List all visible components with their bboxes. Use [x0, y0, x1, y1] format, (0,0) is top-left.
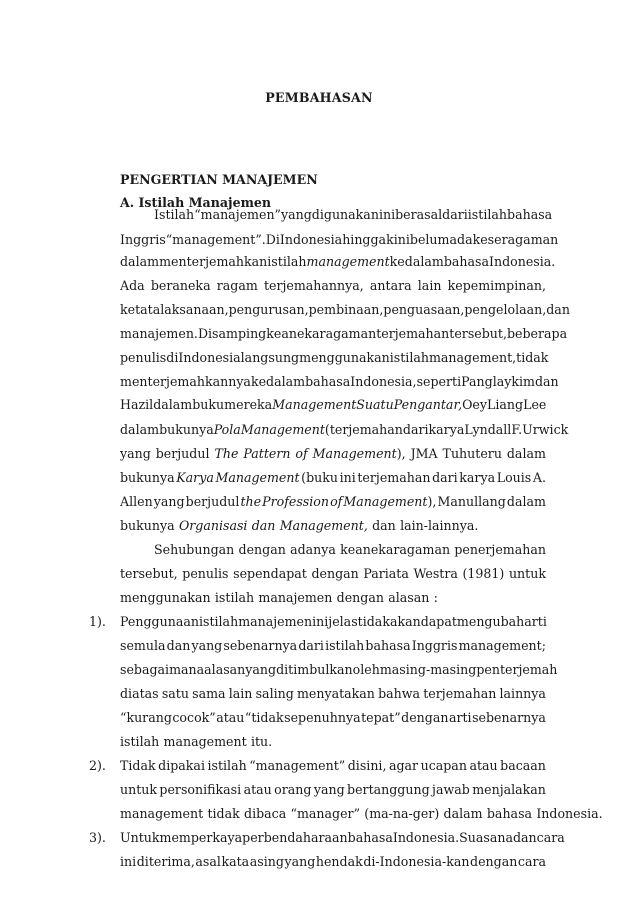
text-line: istilah management itu. — [120, 734, 273, 749]
text-line: bukunya Organisasi dan Management, dan lain-lainnya. — [120, 518, 479, 533]
text-line: Untuk memperkaya perbendaharaan bahasa Indonesia. Suasana dan cara — [120, 830, 565, 845]
text-line: untuk personifikasi atau orang yang bertanggung jawab menjalakan — [120, 782, 546, 797]
text-line: Allen yang berjudul the Profession of Management), Manullang dalam — [120, 494, 546, 509]
page-title: PEMBAHASAN — [265, 90, 373, 105]
text-line: menterjemahkannya kedalam bahasa Indonesia, seperti Panglaykim dan — [120, 374, 559, 389]
section-heading: PENGERTIAN MANAJEMEN — [120, 172, 318, 187]
text-line: Tidak dipakai istilah “management” disini, agar ucapan atau bacaan — [120, 758, 546, 773]
text-line: sebagaimana alas an yang ditimbulkan oleh masing-masing penterjemah — [120, 662, 558, 677]
text-line: yang berjudul The Pattern of Management), JMA Tuhuteru dalam — [120, 446, 546, 461]
text-line: Inggris “management”. Di Indonesia hingga kini belum ada keseragaman — [120, 232, 559, 247]
text-line: bukunya Karya Management (buku ini terjemahan dari karya Louis A. — [120, 470, 546, 485]
text-line: dalam menterjemahkan istilah management kedalam bahasa Indonesia. — [120, 254, 556, 269]
text-line: Sehubungan dengan adanya keanekaragaman penerjemahan — [154, 542, 546, 557]
list-number: 1). — [89, 614, 106, 629]
text-line: Istilah “manajemen” yang digunakan ini berasal dari istilah bahasa — [154, 207, 553, 222]
subsection-heading: A. Istilah Manajemen — [120, 195, 272, 210]
list-number: 3). — [89, 830, 106, 845]
text-line: menggunakan istilah manajemen dengan alasan : — [120, 590, 438, 605]
text-line: penulis di Indonesia langsung menggunakan istilah management, tidak — [120, 350, 549, 365]
text-line: diatas satu sama lain saling menyatakan bahwa terjemahan lainnya — [120, 686, 546, 701]
text-line: tersebut, penulis sependapat dengan Pariata Westra (1981) untuk — [120, 566, 546, 581]
text-line: “kurang cocok” atau “tidak sepenuhnya tepat” dengan arti sebenarnya — [120, 710, 546, 725]
text-line: dalam bukunya Pola Management (terjemahan dari karya Lyndall F. Urwick — [120, 422, 569, 437]
text-line: Penggunaan istilah manajemen ini jelas tidak akan dapat mengubah arti — [120, 614, 547, 629]
text-line: Ada beraneka ragam terjemahannya, antara lain kepemimpinan, — [120, 278, 546, 293]
text-line: Hazil dalam buku mereka Management Suatu Pengantar, Oey Liang Lee — [120, 397, 547, 412]
list-number: 2). — [89, 758, 106, 773]
text-line: semula dan yang sebenarnya dari istilah bahasa Inggris management; — [120, 638, 546, 653]
text-line: ini diterima, asal kata asing yang hendak di-Indonesia-kan dengan cara — [120, 854, 546, 869]
text-line: management tidak dibaca “manager” (ma-na-ger) dalam bahasa Indonesia. — [120, 806, 603, 821]
text-line: manajemen. Disamping keanekaragaman terjemahan tersebut, beberapa — [120, 326, 568, 341]
text-line: ketatalaksanaan, pengurusan, pembinaan, penguasaan, pengelolaan, dan — [120, 302, 570, 317]
